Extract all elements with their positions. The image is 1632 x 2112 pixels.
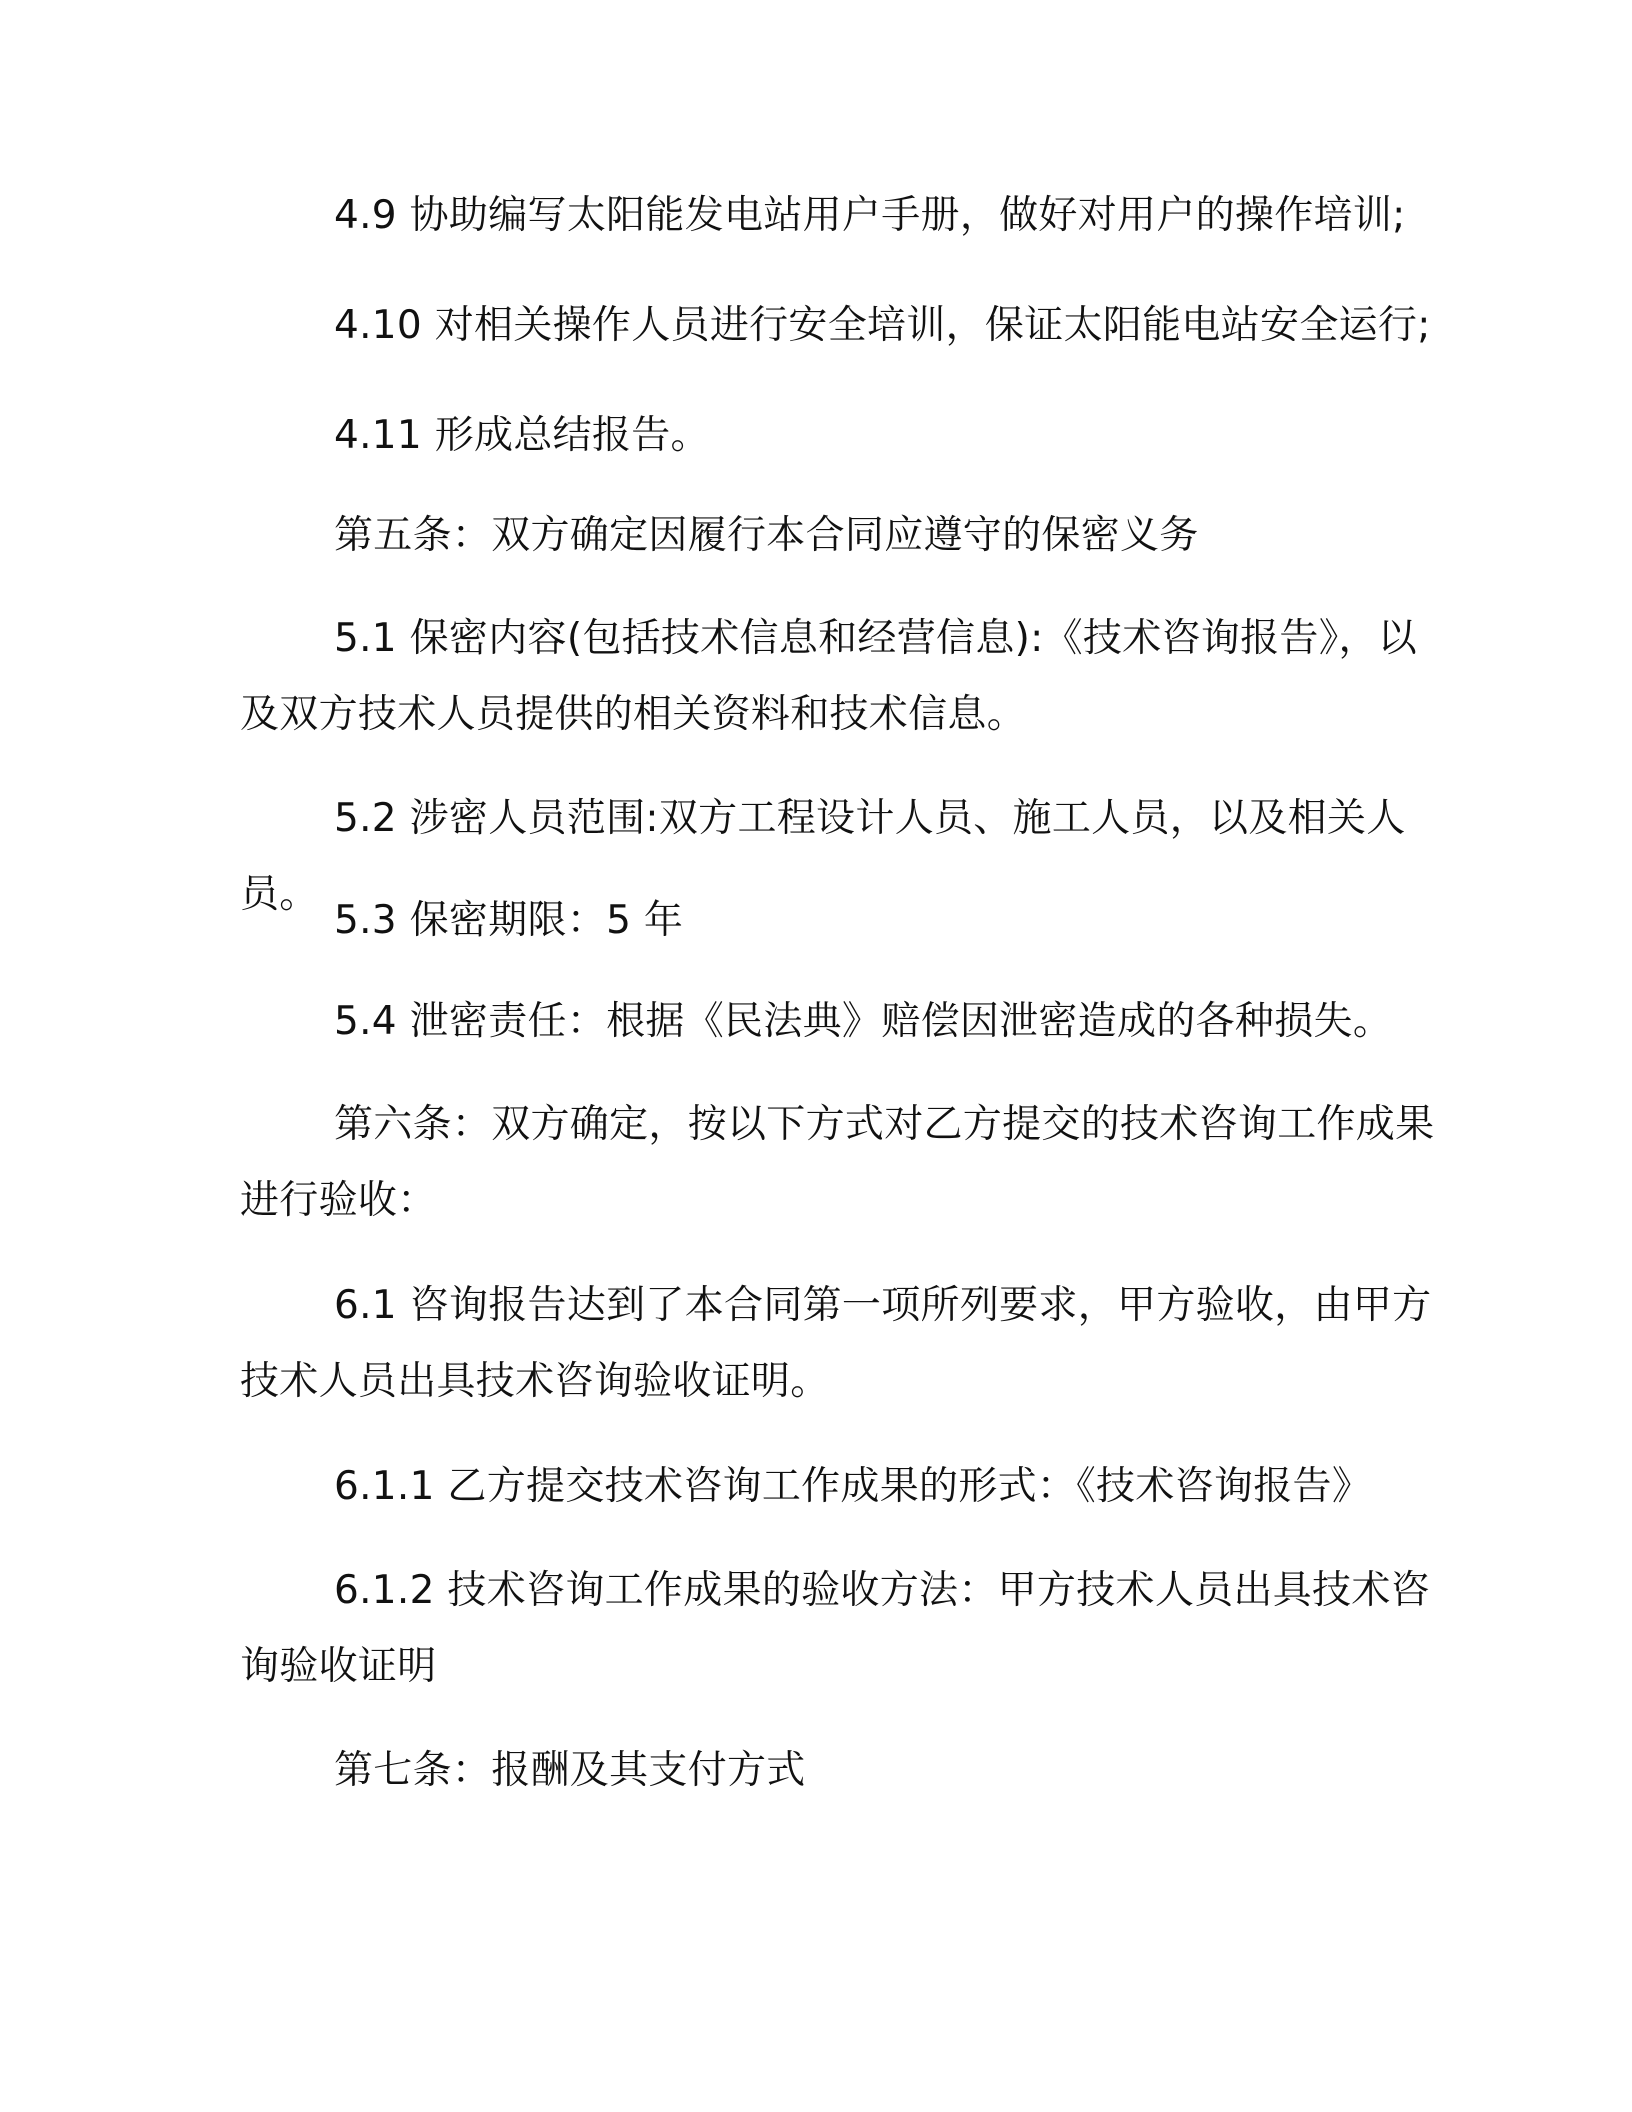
article-6-heading: 第六条：双方确定，按以下方式对乙方提交的技术咨询工作成果进行验收： xyxy=(240,1102,1435,1223)
clause-6-1-2: 6.1.2 技术咨询工作成果的验收方法：甲方技术人员出具技术咨询验收证明 xyxy=(240,1568,1430,1689)
clause-6-1: 6.1 咨询报告达到了本合同第一项所列要求，甲方验收，由甲方技术人员出具技术咨询验收证明。 xyxy=(240,1283,1432,1404)
article-7-heading: 第七条：报酬及其支付方式 xyxy=(334,1748,806,1793)
clause-5-2: 5.2 涉密人员范围:双方工程设计人员、施工人员，以及相关人员。 xyxy=(240,796,1406,917)
clause-6-1-1: 6.1.1 乙方提交技术咨询工作成果的形式：《技术咨询报告》 xyxy=(334,1464,1372,1509)
clause-5-1: 5.1 保密内容(包括技术信息和经营信息):《技术咨询报告》，以及双方技术人员提供的相关资料和技术信息。 xyxy=(240,616,1418,737)
clause-5-4: 5.4 泄密责任：根据《民法典》赔偿因泄密造成的各种损失。 xyxy=(334,999,1393,1044)
clause-5-3: 5.3 保密期限：5 年 xyxy=(334,898,684,943)
article-5-heading: 第五条：双方确定因履行本合同应遵守的保密义务 xyxy=(334,513,1199,558)
clause-4-11: 4.11 形成总结报告。 xyxy=(334,413,710,458)
clause-4-10: 4.10 对相关操作人员进行安全培训，保证太阳能电站安全运行; xyxy=(334,303,1431,348)
clause-4-9: 4.9 协助编写太阳能发电站用户手册，做好对用户的操作培训; xyxy=(334,193,1406,238)
